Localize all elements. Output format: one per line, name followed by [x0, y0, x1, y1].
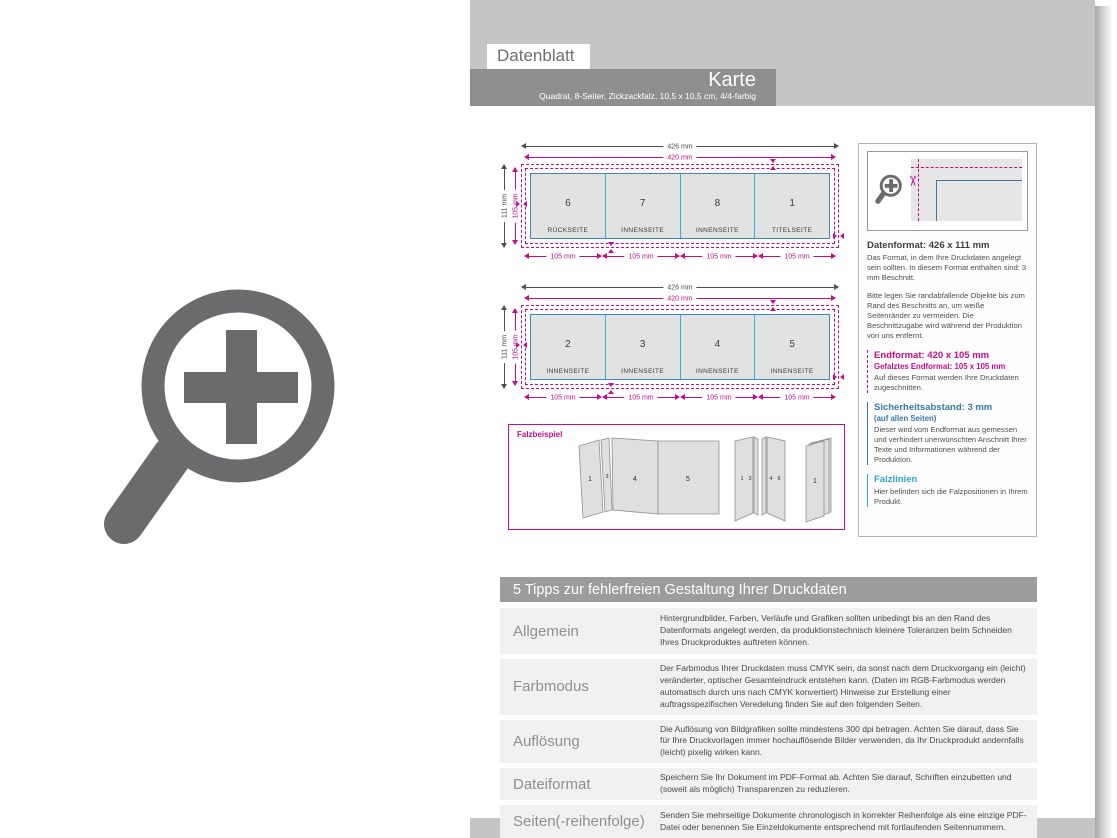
bleed-marker-icon: [769, 159, 777, 170]
page-shadow: [1095, 6, 1112, 838]
dimension-cut-height: 105 mm: [511, 167, 520, 245]
svg-text:5: 5: [686, 476, 690, 483]
sicherheitsabstand-title: Sicherheitsabstand: 3 mm: [874, 402, 993, 414]
page-panel: 5 INNENSEITE: [770, 339, 814, 375]
section-datenformat: Datenformat: 426 x 111 mm Das Format, in dem Ihre Druckdaten angelegt sein sollten. In diesem Format enthalten sind: 3 mm Beschnitt. Bitte legen Sie randabfallende Objekte bis zum Rand des Beschnitts an, um weiße Seitenränder zu vermeiden. Die Beschnittzugabe wird während der Produktion von uns entfernt.: [867, 240, 1027, 341]
bleed-rectangle: [521, 164, 839, 248]
dimension-panel: 105 mm: [602, 252, 680, 261]
endformat-title: Endformat: 420 x 105 mm: [874, 350, 990, 362]
fold-example-box: [508, 424, 845, 530]
datenformat-title: Datenformat: 426 x 111 mm: [867, 240, 990, 251]
dimension-total-width: 426 mm: [521, 142, 839, 151]
zoom-plus-icon: [875, 174, 902, 206]
tip-row-aufloesung: Auflösung Die Auflösung von Bildgrafiken sollte mindestens 300 dpi betragen. Achten Sie darauf, dass Sie für Ihre Druckvorlagen immer hochauflösende Bilder verwenden, da Ihr Druckprodukt andernfalls (leicht) pixelig wirken kann.: [500, 720, 1037, 764]
bleed-marker-icon: [516, 200, 527, 208]
layout-diagram-outside: [497, 142, 845, 268]
dimension-cut-width: 420 mm: [524, 153, 836, 162]
svg-text:3: 3: [748, 476, 752, 482]
cut-rectangle: [525, 309, 835, 385]
svg-text:1: 1: [588, 476, 592, 483]
section-endformat: Endformat: 420 x 105 mm Gefalztes Endformat: 105 x 105 mm Auf dieses Format werden Ihre Druckdaten zugeschnitten.: [867, 350, 1028, 393]
fold-step-closed: [806, 438, 831, 522]
demo-cut-line-v: [918, 159, 919, 221]
safety-rectangle: [530, 314, 830, 380]
dimension-panel: 105 mm: [680, 252, 758, 261]
bleed-marker-icon: [769, 300, 777, 311]
product-title: Karte: [708, 69, 756, 91]
page-panel: 6 RÜCKSEITE: [531, 174, 606, 238]
scissors-icon: ✂: [904, 175, 921, 187]
layout-diagram-inside: [497, 283, 845, 409]
svg-text:1: 1: [813, 478, 817, 485]
svg-text:1: 1: [740, 476, 744, 482]
svg-text:3: 3: [605, 474, 609, 480]
zoom-plus-icon: [98, 284, 338, 564]
fold-step-open: [579, 438, 719, 518]
dimension-total-height: 111 mm: [500, 164, 509, 248]
tip-row-dateiformat: Dateiformat Speichern Sie Ihr Dokument im PDF-Format ab. Achten Sie darauf, Schriften einzubetten und (soweit als möglich) Transparenzen zu reduzieren.: [500, 768, 1037, 800]
safety-rectangle: [530, 173, 830, 239]
dimension-panel: 105 mm: [758, 393, 836, 402]
dimension-panel: 105 mm: [524, 393, 602, 402]
bleed-rectangle: [521, 305, 839, 389]
tips-section: [500, 577, 1037, 838]
tips-header: 5 Tipps zur fehlerfreien Gestaltung Ihrer Druckdaten: [500, 577, 1037, 602]
section-sicherheitsabstand: Sicherheitsabstand: 3 mm (auf allen Seiten) Dieser wird vom Endformat aus gemessen und verhindert unerwünschten Anschnitt Ihrer Texte und Informationen während der Produktion.: [867, 402, 1028, 465]
bleed-marker-icon: [833, 373, 844, 381]
product-subtitle: Quadrat, 8-Seiter, Zickzackfalz, 10,5 x 10,5 cm, 4/4-farbig: [539, 91, 756, 101]
dimension-cut-height: 105 mm: [511, 308, 520, 386]
tip-row-allgemein: Allgemein Hintergrundbilder, Farben, Verläufe und Grafiken sollten unbedingt bis an den Rand des Datenformats angelegt werden, da produktionstechnisch kleinere Toleranzen beim Schneiden Ihres Druckproduktes auftreten können.: [500, 608, 1037, 654]
dimension-panel: 105 mm: [524, 252, 602, 261]
svg-text:4: 4: [633, 476, 637, 483]
demo-cut-line-h: [911, 167, 1022, 168]
cut-rectangle: [525, 168, 835, 244]
tip-row-farbmodus: Farbmodus Der Farbmodus Ihrer Druckdaten muss CMYK sein, da sonst nach dem Druckvorgang ein (leicht) veränderter, optischer Gesamteindruck entstehen kann. (Daten im RGB-Farbmodus werden automatisch durch uns nach CMYK konvertiert) Hinweise zur Erstellung einer auftragsspezifischen Veredelung finden Sie auf den folgenden Seiten.: [500, 659, 1037, 715]
demo-safety-corner: [936, 180, 1022, 221]
section-falzlinien: Falzlinien Hier befinden sich die Falzpositionen in Ihrem Produkt.: [867, 474, 1028, 507]
corner-detail-demo: [867, 151, 1028, 231]
dimension-panel: 105 mm: [602, 393, 680, 402]
dimension-cut-width: 420 mm: [524, 294, 836, 303]
dimension-total-width: 426 mm: [521, 283, 839, 292]
page-panel: 4 INNENSEITE: [681, 315, 756, 379]
falzlinien-title: Falzlinien: [874, 474, 918, 486]
svg-text:6: 6: [777, 476, 781, 482]
tip-row-seitenreihenfolge: Seiten(-reihenfolge) Senden Sie mehrseitige Dokumente chronologisch in korrekter Reihenfolge als eine einzige PDF-Datei oder benennen Sie Einzeldokumente entsprechend mit fortlaufenden Seitennummern.: [500, 805, 1037, 838]
bleed-marker-icon: [516, 341, 527, 349]
datenblatt-tag: Datenblatt: [487, 44, 590, 70]
dimension-total-height: 111 mm: [500, 305, 509, 389]
fold-example-label: Falzbeispiel: [517, 430, 563, 439]
svg-text:4: 4: [769, 476, 773, 482]
dimension-panel: 105 mm: [680, 393, 758, 402]
page-panel: 7 INNENSEITE: [606, 174, 681, 238]
fold-example-illustration: [509, 425, 846, 531]
page-panel: 8 INNENSEITE: [681, 174, 756, 238]
page-panel: 1 TITELSEITE: [771, 198, 813, 234]
dimension-panel: 105 mm: [758, 252, 836, 261]
page-panel: 2 INNENSEITE: [531, 315, 606, 379]
bleed-marker-icon: [833, 232, 844, 240]
format-info-box: [858, 143, 1037, 537]
page-panel: 3 INNENSEITE: [606, 315, 681, 379]
product-title-band: [470, 69, 776, 106]
